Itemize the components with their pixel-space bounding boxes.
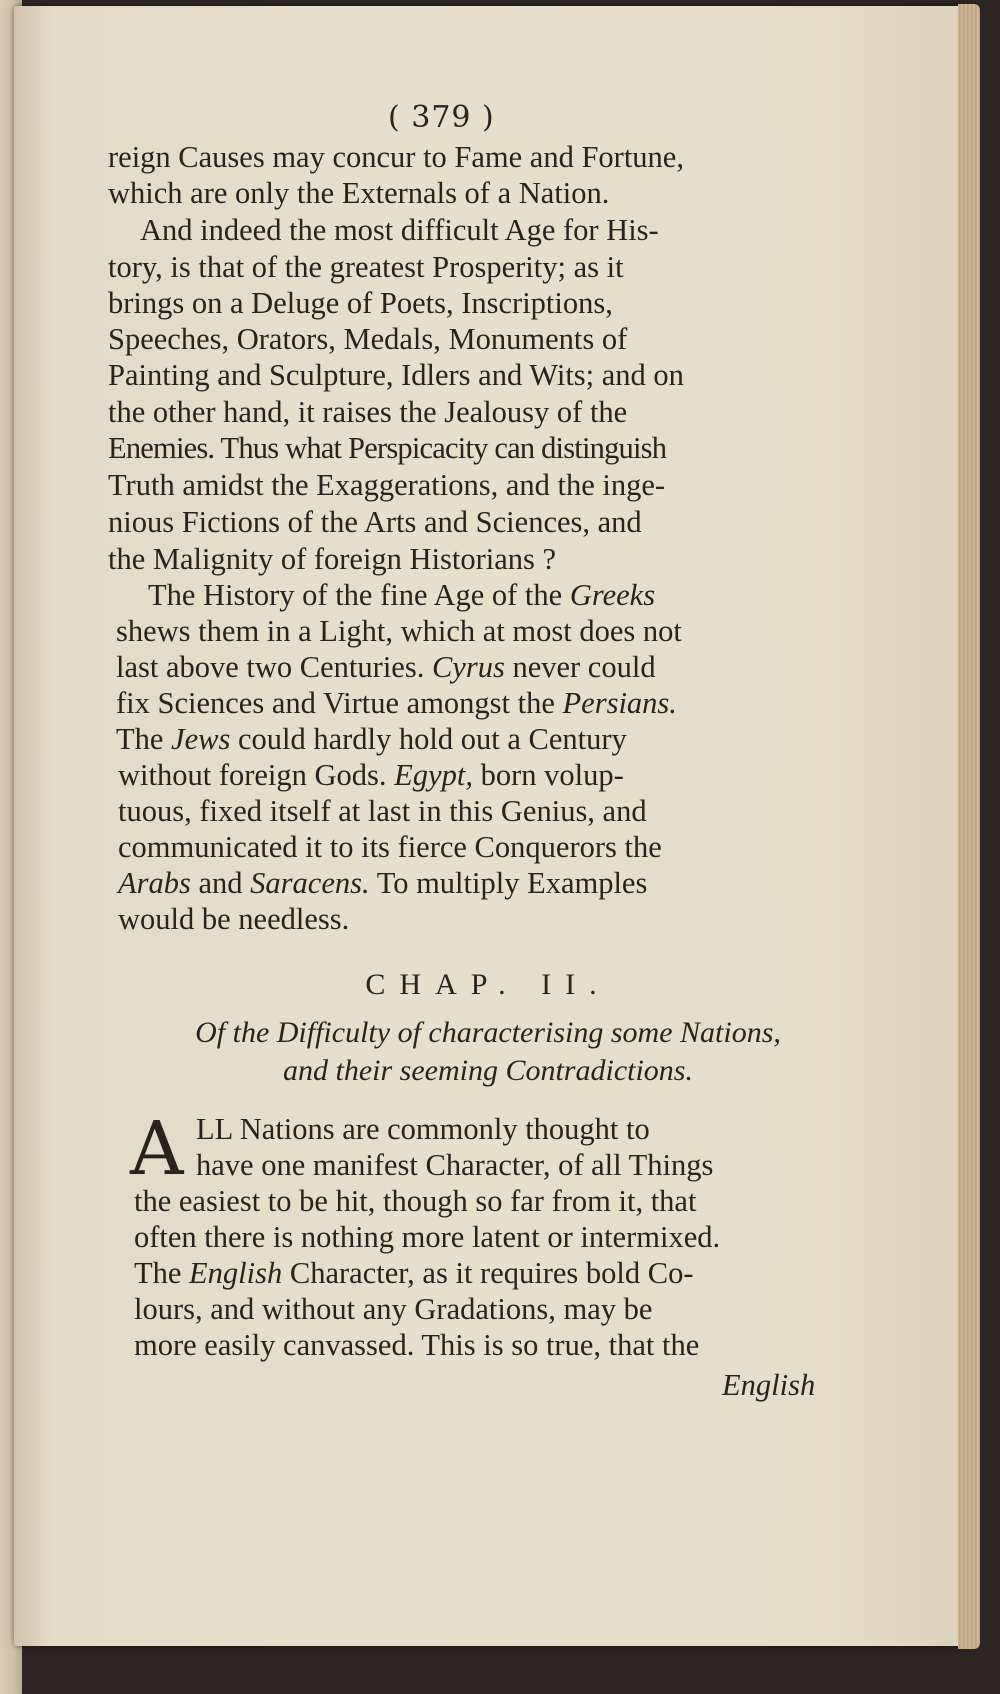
text-line: the easiest to be hit, though so far from it, that [134,1184,697,1218]
italic-term: Arabs [118,866,191,900]
page-block-edge [958,4,980,1649]
text-line: which are only the Externals of a Nation. [108,176,610,210]
text-line: nious Fictions of the Arts and Sciences, and [108,505,642,539]
italic-term: Saracens. [250,866,370,900]
text-line: Painting and Sculpture, Idlers and Wits; and on [108,358,684,392]
italic-term: English [189,1256,283,1290]
text-line: The History of the fine Age of the Greeks [148,578,656,612]
text-line: Speeches, Orators, Medals, Monuments of [108,322,628,356]
text-line: fix Sciences and Virtue amongst the Persians. [116,686,677,720]
italic-term: Jews [171,722,231,756]
text-line: have one manifest Character, of all Things [196,1148,714,1182]
text-line: the other hand, it raises the Jealousy of the [108,395,628,429]
italic-term: Egypt, [394,758,473,792]
italic-term: Cyrus [431,650,505,684]
catchword: English [722,1368,816,1402]
text-line: shews them in a Light, which at most does not [116,614,682,648]
text-line: the Malignity of foreign Historians ? [108,542,557,576]
text-line: Truth amidst the Exaggerations, and the inge- [108,468,666,502]
text-line: The English Character, as it requires bold Co- [134,1256,694,1290]
text-line: And indeed the most difficult Age for His- [140,213,659,247]
text-line: would be needless. [118,902,350,936]
text-line: tory, is that of the greatest Prosperity; as it [108,250,624,284]
text-line: more easily canvassed. This is so true, that the [134,1328,700,1362]
text-line: LL Nations are commonly thought to [196,1112,650,1146]
text-line: lours, and without any Gradations, may be [134,1292,653,1326]
text-line: reign Causes may concur to Fame and Fortune, [108,140,684,174]
text-line: tuous, fixed itself at last in this Genius, and [118,794,647,828]
text-line: often there is nothing more latent or intermixed. [134,1220,721,1254]
page-number: ( 379 ) [388,100,495,135]
text-line: The Jews could hardly hold out a Century [116,722,627,756]
text-line: Arabs and Saracens. To multiply Examples [118,866,648,900]
text-line: last above two Centuries. Cyrus never could [116,650,656,684]
drop-cap: A [130,1106,184,1192]
text-line: without foreign Gods. Egypt, born volup- [118,758,624,792]
chapter-heading: CHAP. II. [365,968,611,1001]
italic-term: Greeks [569,578,656,612]
text-line: brings on a Deluge of Poets, Inscriptions, [108,286,613,320]
italic-term: Persians. [562,686,677,720]
text-line: communicated it to its fierce Conquerors the [118,830,662,864]
chapter-subtitle-line: and their seeming Contradictions. [283,1054,693,1087]
text-line: Enemies. Thus what Perspicacity can distinguish [108,431,667,465]
chapter-subtitle-line: Of the Difficulty of characterising some Nations, [195,1016,781,1049]
